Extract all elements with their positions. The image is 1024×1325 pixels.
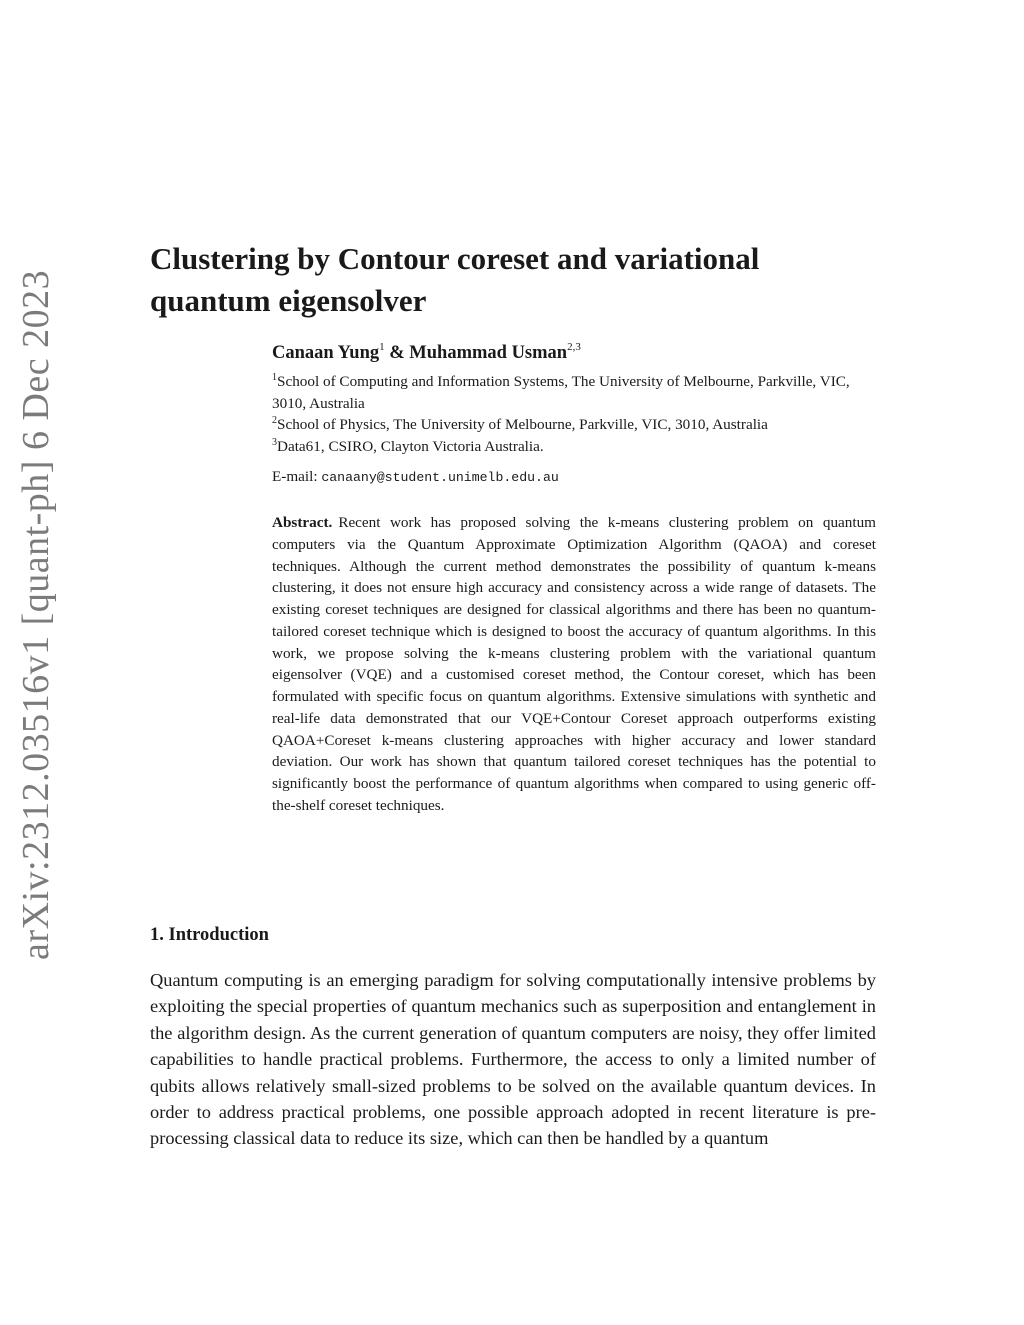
affiliation-text: Data61, CSIRO, Clayton Victoria Australia.	[277, 437, 544, 455]
affiliation	[272, 436, 876, 458]
author-connector: &	[384, 343, 410, 363]
abstract	[272, 512, 876, 817]
affiliation-text: School of Computing and Information Systems, The University of Melbourne, Parkville, VIC, 3010, Australia	[272, 373, 850, 412]
email-line	[272, 466, 559, 489]
author-line	[272, 340, 581, 366]
section-heading-introduction: 1. Introduction	[150, 925, 269, 945]
author-name: Muhammad Usman	[409, 343, 568, 363]
affiliation-mark: 1	[272, 372, 277, 383]
abstract-heading: Abstract.	[272, 514, 333, 531]
affiliation-mark: 3	[272, 436, 277, 448]
paper-title: Clustering by Contour coreset and variational quantum eigensolver	[150, 241, 760, 318]
affiliation-text: School of Physics, The University of Melbourne, Parkville, VIC, 3010, Australia	[277, 416, 768, 433]
author-affiliation-mark: 2,3	[567, 341, 581, 353]
affiliation-mark: 2	[272, 415, 277, 426]
arxiv-identifier-stamp: arXiv:2312.03516v1 [quant-ph] 6 Dec 2023	[15, 269, 57, 960]
affiliation	[272, 371, 876, 414]
abstract-body: Recent work has proposed solving the k-means clustering problem on quantum computers via the Quantum Approximate Optimization Algorithm (QAOA) and coreset techniques. Although the current method demonstrates the possibility of quantum k-means clustering, it does not ensure high accuracy and consistency across a wide range of datasets. The existing coreset techniques are designed for classical algorithms and there has been no quantum-tailored coreset technique which is designed to boost the accuracy of quantum algorithms. In this work, we propose solving the k-means clustering problem with the variational quantum eigensolver (VQE) and a customised coreset method, the Contour coreset, which has been formulated with specific focus on quantum algorithms. Extensive simulations with synthetic and real-life data demonstrated that our VQE+Contour Coreset approach outperforms existing QAOA+Coreset k-means clustering approaches with higher accuracy and lower standard deviation. Our work has shown that quantum tailored coreset techniques has the potential to significantly boost the performance of quantum algorithms when compared to using generic off-the-shelf coreset techniques.	[272, 514, 876, 814]
author-affiliation-mark: 1	[379, 341, 385, 353]
introduction-paragraph: Quantum computing is an emerging paradigm for solving computationally intensive problems by exploiting the special properties of quantum mechanics such as superposition and entanglement in the algorithm design. As the current generation of quantum computers are noisy, they offer limited capabilities to handle practical problems. Furthermore, the access to only a limited number of qubits allows relatively small-sized problems to be solved on the available quantum devices. In order to address practical problems, one possible approach adopted in recent literature is pre-processing classical data to reduce its size, which can then be handled by a quantum	[150, 970, 876, 1149]
email-address: canaany@student.unimelb.edu.au	[321, 470, 559, 485]
affiliations	[272, 371, 876, 457]
email-label: E-mail:	[272, 468, 318, 485]
affiliation	[272, 414, 876, 436]
author-name: Canaan Yung	[272, 343, 380, 363]
